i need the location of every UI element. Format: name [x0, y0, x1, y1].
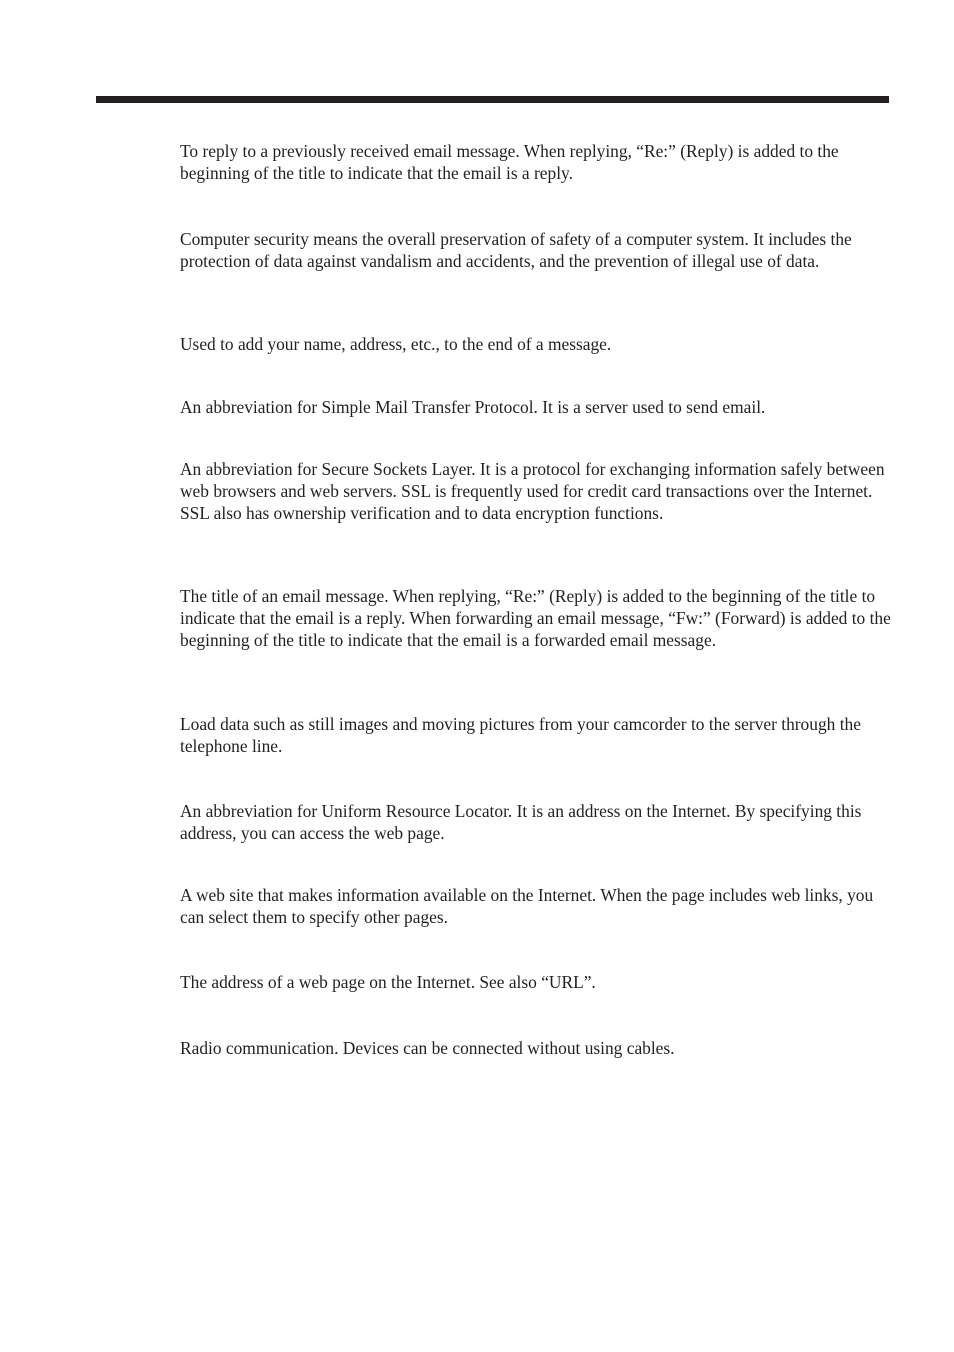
glossary-definition-security: Computer security means the overall preservation of safety of a computer system. It includes the protection of data against vandalism and accidents, and the prevention of illegal use of data.	[180, 229, 852, 271]
glossary-definition-web-address: The address of a web page on the Internet. See also “URL”.	[180, 972, 596, 992]
glossary-definition-ssl: An abbreviation for Secure Sockets Layer. It is a protocol for exchanging information safely between web browsers and web servers. SSL is frequently used for credit card transactions over the Internet. SSL also has ownership verification and to data encryption functions.	[180, 459, 885, 523]
glossary-definition-signature: Used to add your name, address, etc., to the end of a message.	[180, 334, 612, 354]
glossary-definition-upload: Load data such as still images and moving pictures from your camcorder to the server through the telephone line.	[180, 714, 861, 756]
glossary-definition-smtp: An abbreviation for Simple Mail Transfer Protocol. It is a server used to send email.	[180, 397, 766, 417]
glossary-definition-reply: To reply to a previously received email message. When replying, “Re:” (Reply) is added to the beginning of the title to indicate that the email is a reply.	[180, 141, 839, 183]
top-rule	[96, 96, 889, 103]
glossary-definition-web-page: A web site that makes information available on the Internet. When the page includes web links, you can select them to specify other pages.	[180, 885, 874, 927]
glossary-definition-wireless: Radio communication. Devices can be connected without using cables.	[180, 1038, 675, 1058]
glossary-definition-subject: The title of an email message. When replying, “Re:” (Reply) is added to the beginning of the title to indicate that the email is a reply. When forwarding an email message, “Fw:” (Forward) is added to the beginning of the title to indicate that the email is a forwarded email message.	[180, 586, 891, 650]
glossary-definition-url: An abbreviation for Uniform Resource Locator. It is an address on the Internet. By specifying this address, you can access the web page.	[180, 801, 862, 843]
